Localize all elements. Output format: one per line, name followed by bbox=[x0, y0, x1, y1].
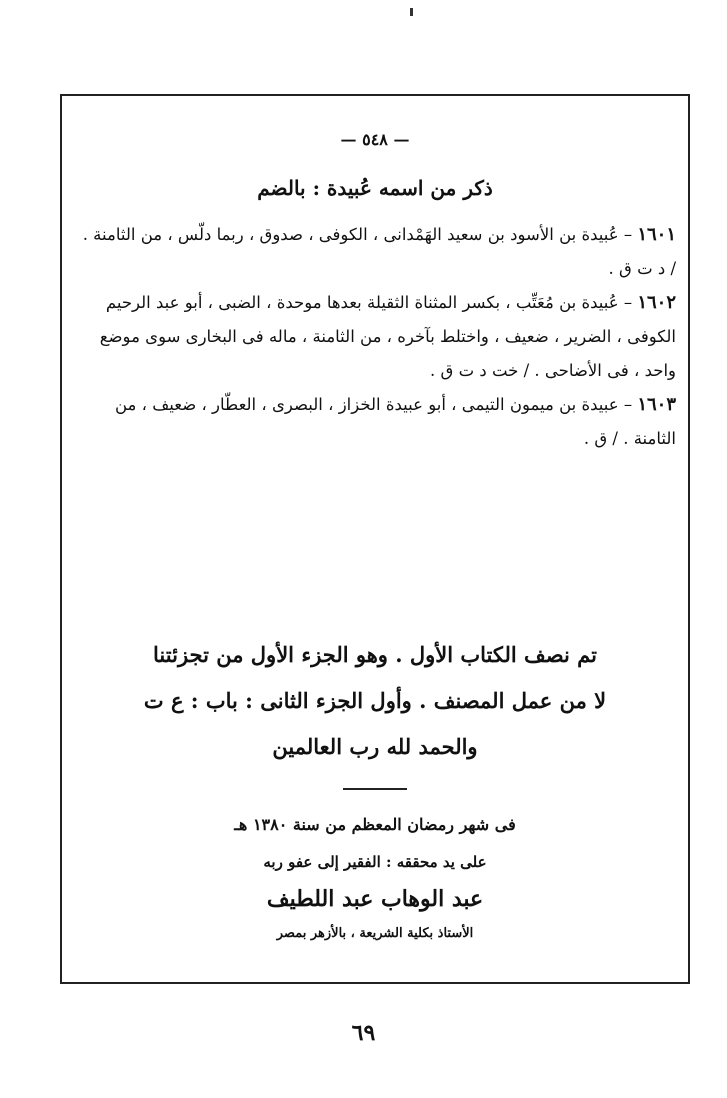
colophon bbox=[62, 632, 688, 950]
completion-date: فى شهر رمضان المعظم من سنة ١٣٨٠ هـ bbox=[234, 815, 516, 834]
colophon-line-1: تم نصف الكتاب الأول . وهو الجزء الأول من تجزئتنا bbox=[153, 642, 597, 667]
editor-title: الأستاذ بكلية الشريعة ، بالأزهر بمصر bbox=[276, 926, 474, 941]
colophon-line-2: لا من عمل المصنف . وأول الجزء الثانى : باب : ع ت bbox=[143, 688, 607, 713]
section-heading: ذكر من اسمه عُبيدة : بالضم bbox=[257, 176, 493, 200]
entry-number: ١٦٠١ bbox=[637, 224, 676, 245]
colophon-line-3: والحمد لله رب العالمين bbox=[272, 734, 478, 759]
entry-text: – عُبيدة بن الأسود بن سعيد الهَمْدانى ، الكوفى ، صدوق ، ربما دلّس ، من الثامنة . / د ت ق . bbox=[82, 225, 676, 278]
entry-number: ١٦٠٢ bbox=[637, 292, 676, 313]
page-number-bottom: ٦٩ bbox=[351, 1020, 376, 1046]
divider bbox=[343, 788, 407, 790]
entries-list bbox=[74, 218, 676, 456]
entry-1603 bbox=[74, 388, 676, 456]
scan-mark bbox=[410, 8, 413, 16]
entry-text: – عُبيدة بن مُعَتِّب ، بكسر المثناة الثقيلة بعدها موحدة ، الضبى ، أبو عبد الرحيم الكوفى ، الضرير ، ضعيف ، واختلط بآخره ، من الثامنة ، ماله فى البخارى سوى موضع واحد ، فى الأضاحى . / خت د ت ق . bbox=[99, 293, 676, 380]
editor-name: عبد الوهاب عبد اللطيف bbox=[266, 886, 484, 912]
page-number-top: — ٥٤٨ — bbox=[340, 130, 410, 149]
entry-1601 bbox=[74, 218, 676, 286]
entry-1602 bbox=[74, 286, 676, 388]
entry-number: ١٦٠٣ bbox=[637, 394, 676, 415]
page-frame bbox=[60, 94, 690, 984]
editor-intro: على يد محققه : الفقير إلى عفو ربه bbox=[263, 853, 487, 871]
entry-text: – عبيدة بن ميمون التيمى ، أبو عبيدة الخزاز ، البصرى ، العطّار ، ضعيف ، من الثامنة . / ق . bbox=[114, 395, 676, 448]
